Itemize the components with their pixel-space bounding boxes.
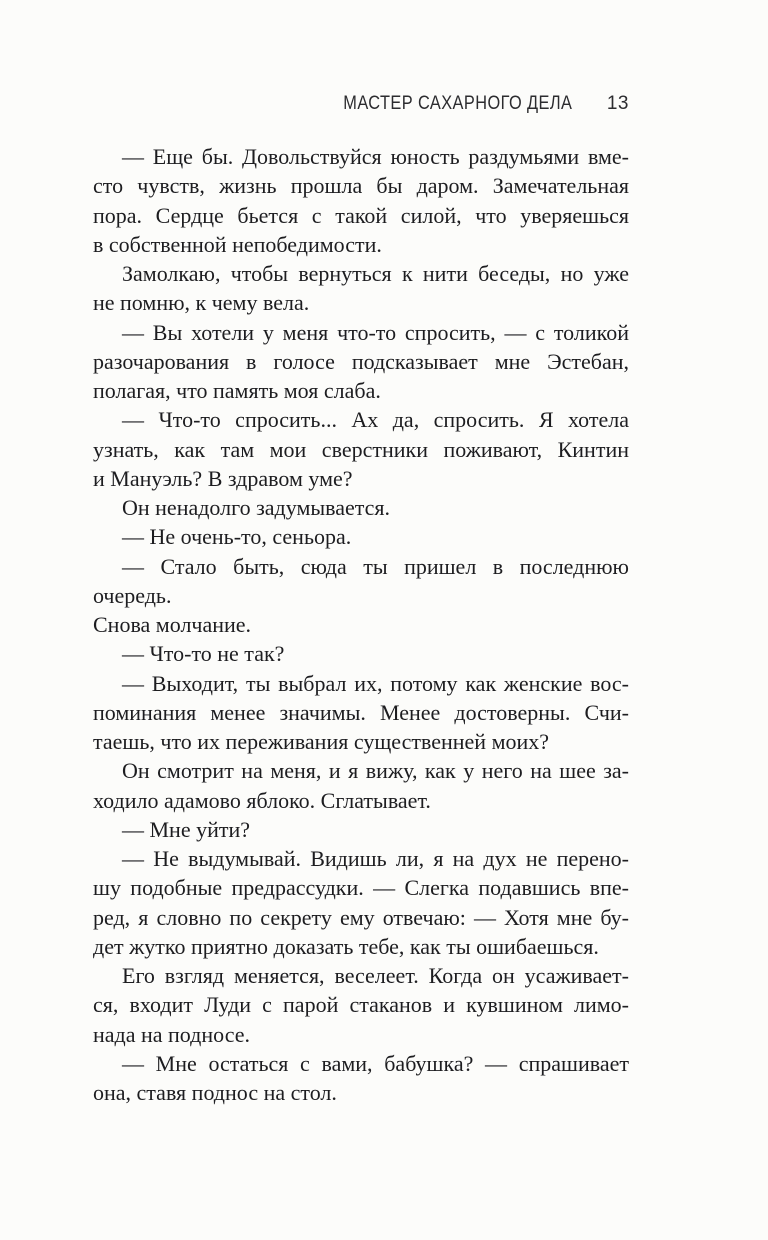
- text-line: и Мануэль? В здравом уме?: [93, 465, 353, 491]
- paragraph: [93, 756, 629, 815]
- paragraph: [93, 405, 629, 493]
- text-line: сто чувств, жизнь прошла бы даром. Замечательная: [93, 173, 629, 199]
- page-number: 13: [606, 93, 629, 114]
- text-line: — Что-то не так?: [122, 641, 285, 667]
- text-line: ходило адамово яблоко. Сглатывает.: [93, 787, 431, 813]
- text-line: — Еще бы. Довольствуйся юность раздумьями вме-: [122, 144, 629, 169]
- text-line: в собственной непобедимости.: [93, 231, 382, 257]
- text-line: — Вы хотели у меня что-то спросить, — с толикой: [122, 319, 629, 345]
- text-line: дет жутко приятно доказать тебе, как ты ошибаешься.: [93, 933, 599, 959]
- running-header-title: МАСТЕР САХАРНОГО ДЕЛА: [343, 93, 573, 114]
- paragraph: [93, 639, 629, 668]
- text-line: нада на подносе.: [93, 1021, 250, 1047]
- paragraph: [93, 522, 629, 551]
- text-line: Он смотрит на меня, и я вижу, как у него на шее за-: [122, 758, 629, 784]
- paragraph: [93, 815, 629, 844]
- text-line: ред, я словно по секрету ему отвечаю: — Хотя мне бу-: [93, 904, 629, 930]
- text-line: — Выходит, ты выбрал их, потому как женские вос-: [122, 670, 629, 696]
- text-line: — Что-то спросить... Ах да, спросить. Я хотела: [122, 407, 629, 433]
- text-line: не помню, к чему вела.: [93, 290, 310, 316]
- text-line: — Мне уйти?: [122, 816, 251, 842]
- page-text: [93, 142, 629, 1107]
- paragraph: [93, 493, 629, 522]
- paragraph: [93, 844, 629, 961]
- paragraph: [93, 552, 629, 640]
- paragraph: [93, 669, 629, 757]
- text-line: Он ненадолго задумывается.: [122, 495, 391, 520]
- text-line: узнать, как там мои сверстники поживают, Кинтин: [93, 436, 629, 462]
- text-line: Замолкаю, чтобы вернуться к нити беседы, но уже: [122, 261, 629, 286]
- text-line: пора. Сердце бьется с такой силой, что уверяешься: [93, 202, 629, 228]
- text-line: — Не очень-то, сеньора.: [122, 524, 352, 550]
- paragraph: [93, 1049, 629, 1108]
- text-line: поминания менее значимы. Менее достоверны. Счи-: [93, 699, 629, 725]
- text-line: Его взгляд меняется, веселеет. Когда он усаживает-: [122, 963, 629, 988]
- paragraph: [93, 259, 629, 318]
- text-line: — Мне остаться с вами, бабушка? — спрашивает: [122, 1050, 629, 1076]
- text-line: Снова молчание.: [93, 612, 252, 637]
- text-line: — Стало быть, сюда ты пришел в последнюю очередь.: [93, 553, 629, 608]
- text-line: она, ставя поднос на стол.: [93, 1080, 337, 1105]
- paragraph: [93, 318, 629, 406]
- paragraph: [93, 961, 629, 1049]
- text-line: таешь, что их переживания существенней моих?: [93, 729, 550, 754]
- text-line: ся, входит Луди с парой стаканов и кувшином лимо-: [93, 992, 629, 1018]
- running-header: [93, 93, 629, 115]
- text-line: полагая, что память моя слаба.: [93, 378, 381, 403]
- text-line: — Не выдумывай. Видишь ли, я на дух не перено-: [122, 846, 629, 871]
- text-line: разочарования в голосе подсказывает мне Эстебан,: [93, 348, 629, 374]
- text-line: шу подобные предрассудки. — Слегка подавшись впе-: [93, 875, 629, 901]
- paragraph: [93, 142, 629, 259]
